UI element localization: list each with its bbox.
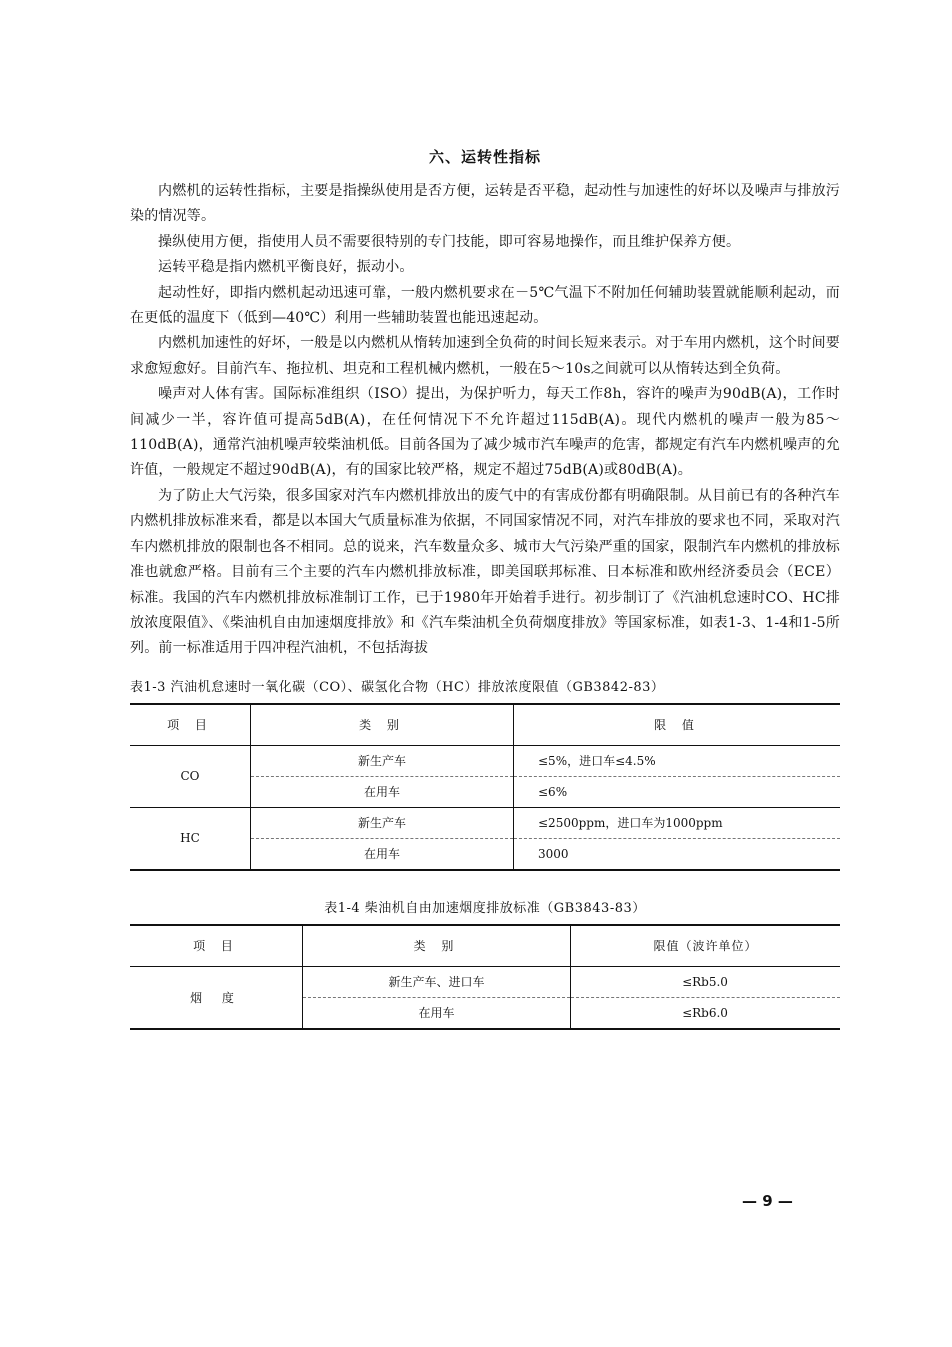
table4-caption: 表1-4 柴油机自由加速烟度排放标准（GB3843-83） bbox=[324, 900, 646, 916]
header-limit: 限 值 bbox=[514, 704, 841, 746]
table-row bbox=[130, 966, 840, 997]
row-category: 新生产车 bbox=[251, 807, 514, 838]
table3 bbox=[130, 703, 840, 871]
paragraph: 内燃机的运转性指标，主要是指操纵使用是否方便，运转是否平稳，起动性与加速性的好坏以及噪声与排放污染的情况等。 bbox=[130, 183, 840, 225]
paragraph: 起动性好，即指内燃机起动迅速可靠，一般内燃机要求在－5℃气温下不附加任何辅助装置就能顺利起动，而在更低的温度下（低到—40℃）利用一些辅助装置也能迅速起动。 bbox=[130, 284, 840, 327]
page-number: — 9 — bbox=[742, 1192, 793, 1210]
row-category: 在用车 bbox=[251, 776, 514, 807]
table3-caption: 表1-3 汽油机怠速时一氧化碳（CO）、碳氢化合物（HC）排放浓度限值（GB3842-83） bbox=[130, 679, 665, 695]
row-limit: ≤2500ppm，进口车为1000ppm bbox=[514, 807, 841, 838]
row-item: HC bbox=[180, 831, 200, 846]
header-category: 类 别 bbox=[303, 925, 571, 967]
row-category: 在用车 bbox=[251, 838, 514, 870]
row-item: 烟 度 bbox=[190, 990, 242, 1005]
header-item: 项 目 bbox=[130, 925, 303, 967]
row-limit: ≤Rb6.0 bbox=[682, 1005, 728, 1020]
table-row bbox=[130, 807, 840, 838]
paragraph: 为了防止大气污染，很多国家对汽车内燃机排放出的废气中的有害成份都有明确限制。从目前已有的各种汽车内燃机排放标准来看，都是以本国大气质量标准为依据，不同国家情况不同，对汽车排放的要求也不同，采取对汽车内燃机排放的限制也各不相同。总的说来，汽车数量众多、城市大气污染严重的国家，限制汽车内燃机的排放标准也就愈严格。目前有三个主要的汽车内燃机排放标准，即美国联邦标准、日本标准和欧州经济委员会（ECE）标准。我国的汽车内燃机排放标准制订工作，已于1980年开始着手进行。初步制订了《汽油机怠速时CO、HC排放浓度限值》、《柴油机自由加速烟度排放》和《汽车柴油机全负荷烟度排放》等国家标准，如表1-3、1-4和1-5所列。前一标准适用于四冲程汽油机，不包括海拔 bbox=[130, 487, 840, 657]
row-limit: 3000 bbox=[538, 846, 569, 861]
paragraph: 噪声对人体有害。国际标准组织（ISO）提出，为保护听力，每天工作8h，容许的噪声为90dB(A)，工作时间减少一半，容许值可提高5dB(A)，在任何情况下不允许超过115dB(A)。现代内燃机的噪声一般为85～110dB(A)，通常汽油机噪声较柴油机低。目前各国为了减少城市汽车噪声的危害，都规定有汽车内燃机噪声的允许值，一般规定不超过90dB(A)，有的国家比较严格，规定不超过75dB(A)或80dB(A)。 bbox=[130, 386, 840, 479]
row-category: 新生产车 bbox=[251, 745, 514, 776]
row-item: CO bbox=[130, 745, 251, 807]
page-content bbox=[130, 140, 840, 1030]
table-row bbox=[130, 745, 840, 776]
paragraph: 操纵使用方便，指使用人员不需要很特别的专门技能，即可容易地操作，而且维护保养方便。 bbox=[158, 233, 741, 250]
row-limit: ≤5%，进口车≤4.5% bbox=[514, 745, 841, 776]
paragraph: 运转平稳是指内燃机平衡良好，振动小。 bbox=[158, 259, 414, 276]
table-header-row bbox=[130, 925, 840, 967]
row-limit: ≤6% bbox=[514, 776, 841, 807]
row-category: 在用车 bbox=[303, 997, 571, 1029]
header-item: 项 目 bbox=[130, 704, 251, 746]
header-category: 类 别 bbox=[251, 704, 514, 746]
paragraph: 内燃机加速性的好坏，一般是以内燃机从惰转加速到全负荷的时间长短来表示。对于车用内燃机，这个时间要求愈短愈好。目前汽车、拖拉机、坦克和工程机械内燃机，一般在5～10s之间就可以从惰转达到全负荷。 bbox=[130, 335, 840, 377]
table4 bbox=[130, 924, 840, 1030]
row-limit: ≤Rb5.0 bbox=[571, 966, 841, 997]
table-header-row bbox=[130, 704, 840, 746]
header-limit: 限值（波许单位） bbox=[571, 925, 841, 967]
section-title: 六、运转性指标 bbox=[428, 148, 541, 166]
row-category: 新生产车、进口车 bbox=[303, 966, 571, 997]
